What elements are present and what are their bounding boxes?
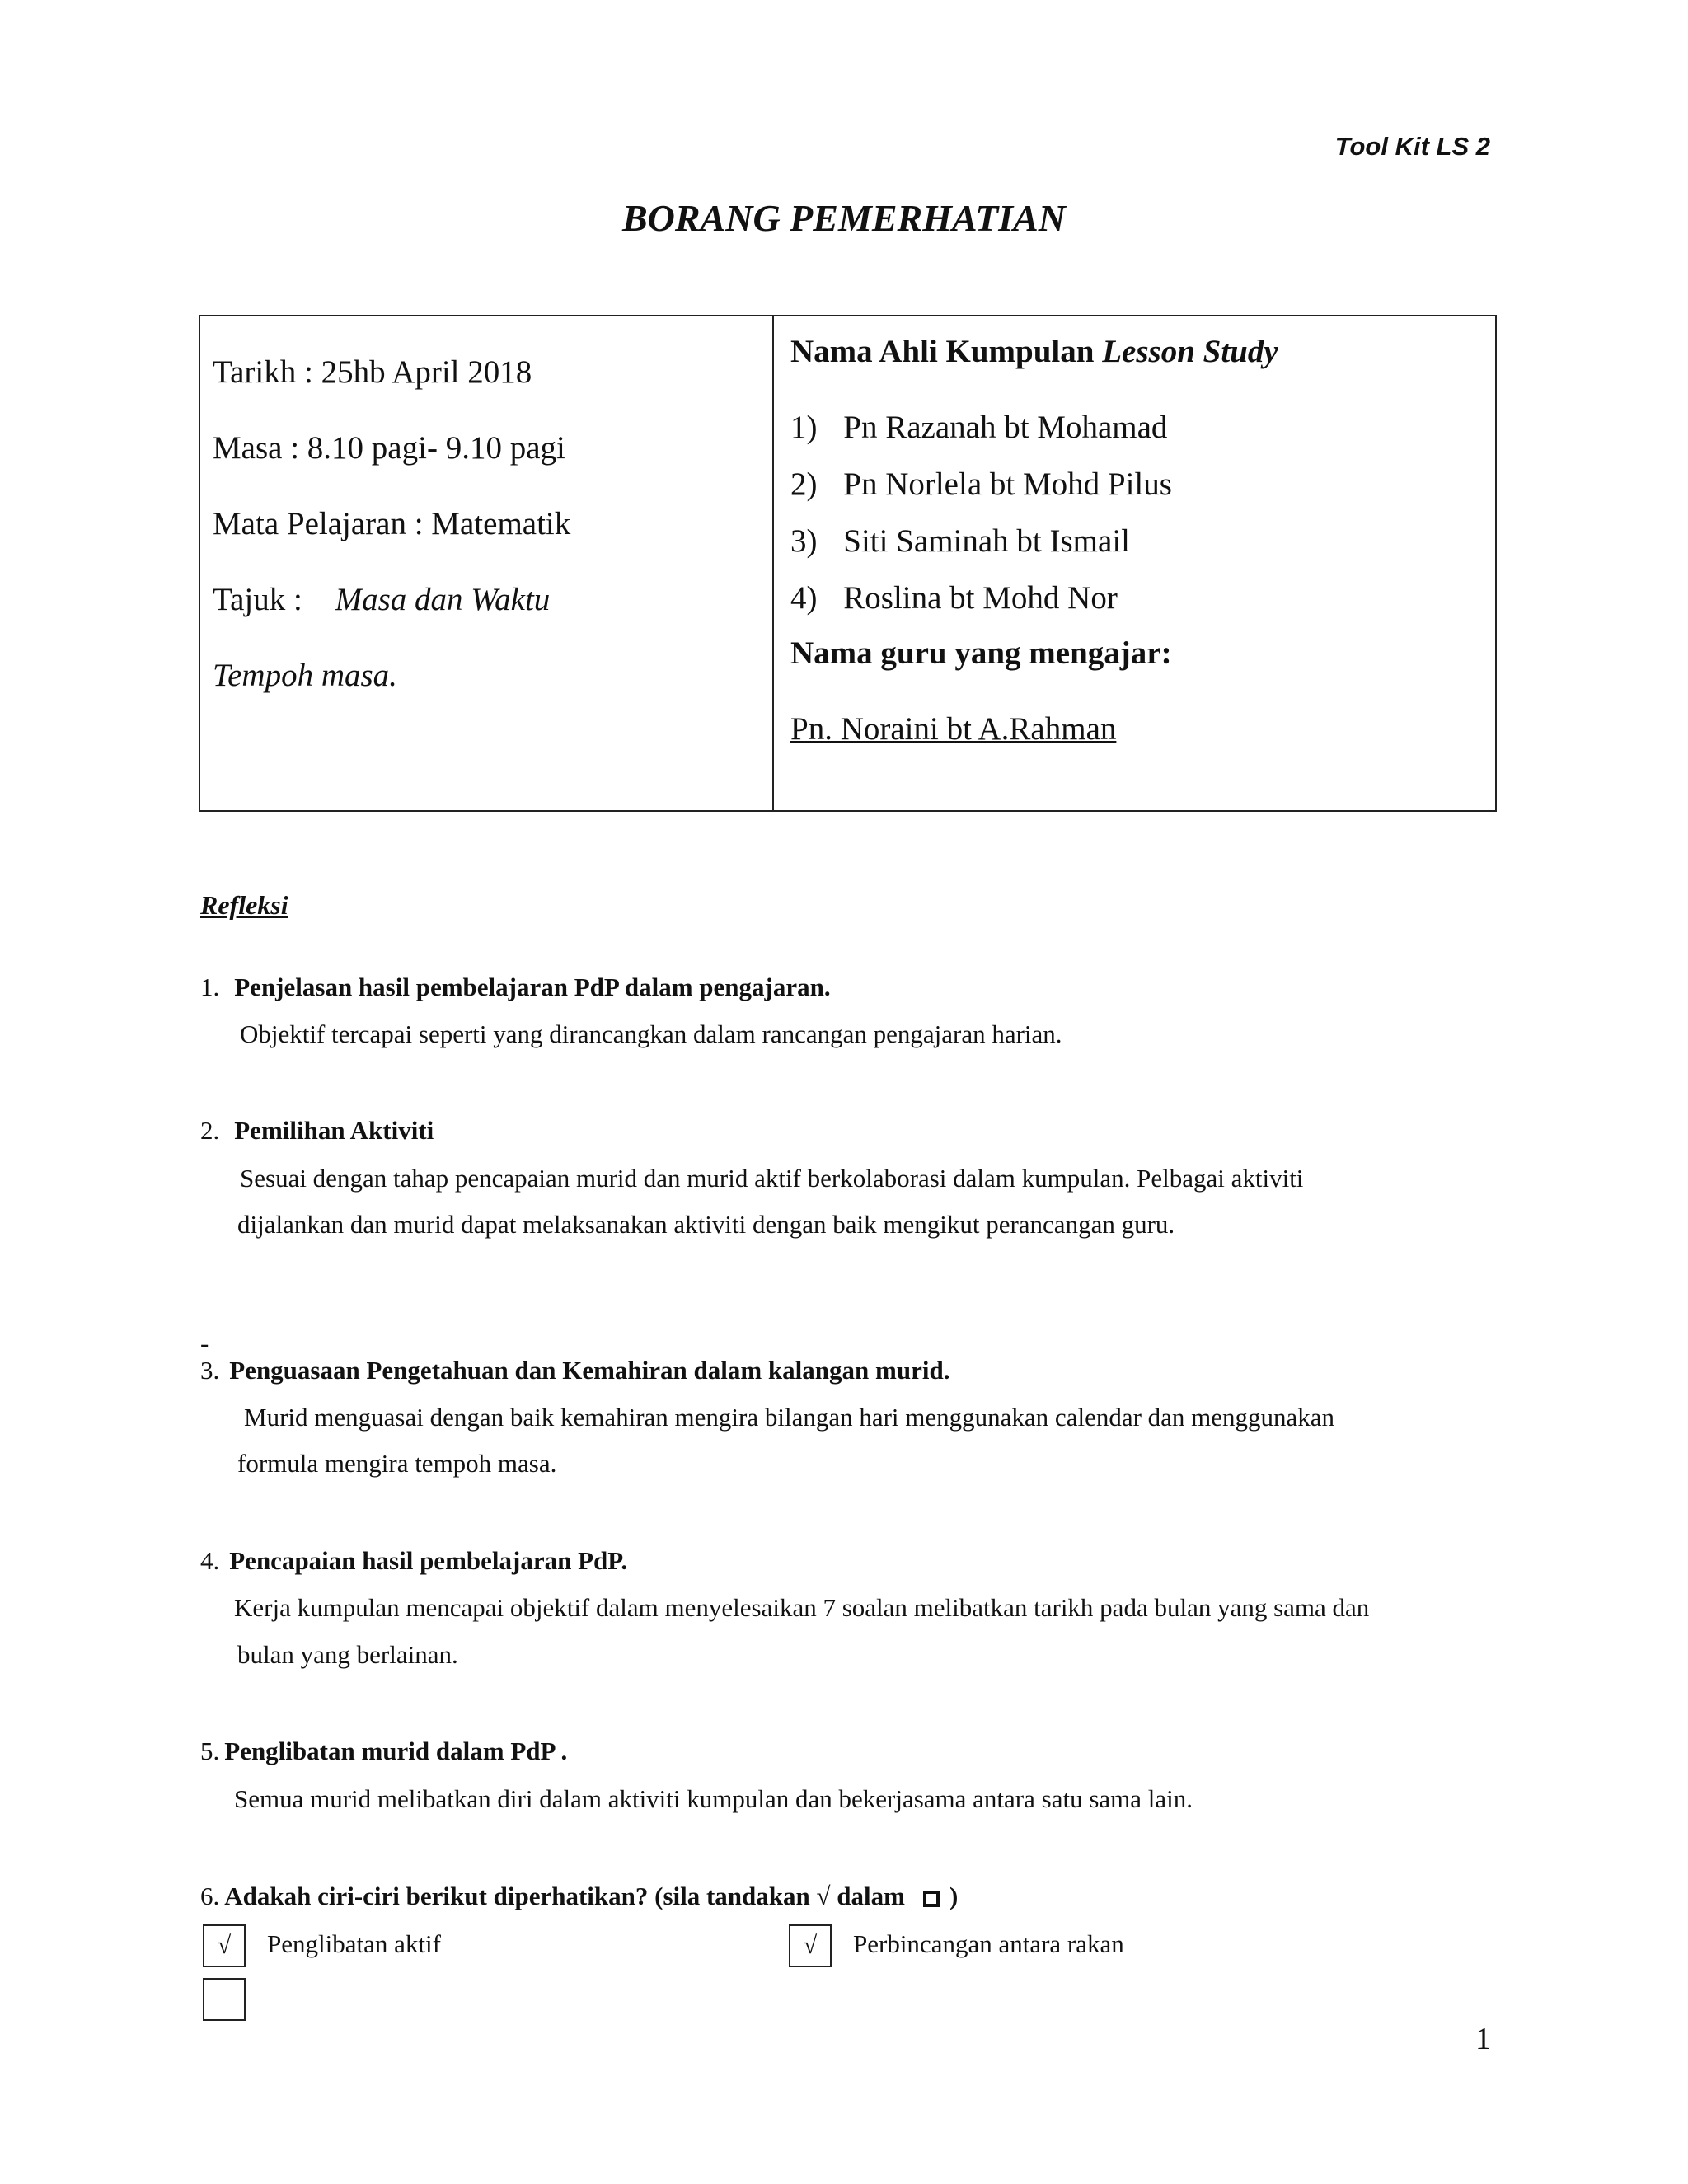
item-body-line: formula mengira tempoh masa. — [237, 1449, 557, 1478]
toolkit-label: Tool Kit LS 2 — [1334, 132, 1490, 161]
item-body-line: Kerja kumpulan mencapai objektif dalam menyelesaikan 7 soalan melibatkan tarikh pada bulan yang sama dan — [234, 1593, 1370, 1622]
checkbox-icon — [923, 1891, 940, 1907]
member-name: Pn Razanah bt Mohamad — [843, 410, 1168, 445]
tajuk-label: Tajuk : — [213, 582, 302, 617]
item-number: 3. — [200, 1356, 220, 1385]
item-body-line: dijalankan dan murid dapat melaksanakan aktiviti dengan baik mengikut perancangan guru. — [237, 1210, 1175, 1239]
reflection-item-6 — [200, 1882, 958, 1912]
member-num: 2) — [790, 466, 818, 502]
member-item — [790, 409, 1167, 446]
reflection-item-5 — [200, 1736, 567, 1766]
item-body-line: bulan yang berlainan. — [237, 1640, 458, 1669]
item-number: 1. — [200, 972, 220, 1001]
item-number: 6. — [200, 1882, 220, 1910]
checkbox-perbincangan[interactable]: √ — [789, 1924, 832, 1967]
item-body-line: Murid menguasai dengan baik kemahiran mengira bilangan hari menggunakan calendar dan menggunakan — [244, 1403, 1335, 1432]
tajuk-value: Masa dan Waktu — [335, 582, 551, 617]
table-divider — [772, 316, 774, 810]
item-title: Pencapaian hasil pembelajaran PdP. — [229, 1546, 628, 1575]
item-body-line: Semua murid melibatkan diri dalam aktiviti kumpulan dan bekerjasama antara satu sama lain. — [234, 1784, 1193, 1813]
item-number: 2. — [200, 1116, 220, 1145]
member-item — [790, 523, 1130, 560]
item-body-line: Objektif tercapai seperti yang dirancangkan dalam rancangan pengajaran harian. — [240, 1019, 1062, 1048]
member-name: Roslina bt Mohd Nor — [843, 580, 1118, 616]
item-title: Penjelasan hasil pembelajaran PdP dalam pengajaran. — [234, 972, 831, 1001]
member-num: 1) — [790, 410, 818, 445]
member-name: Pn Norlela bt Mohd Pilus — [843, 466, 1172, 502]
reflection-item-3 — [200, 1356, 950, 1385]
masa-field: Masa : 8.10 pagi- 9.10 pagi — [213, 430, 565, 466]
page-number: 1 — [1475, 2022, 1491, 2056]
group-heading-text: Nama Ahli Kumpulan — [790, 334, 1095, 369]
reflection-item-4 — [200, 1546, 627, 1576]
item-number: 4. — [200, 1546, 220, 1575]
checkbox-penglibatan-aktif[interactable]: √ — [203, 1924, 246, 1967]
item-title-close: ) — [949, 1882, 959, 1910]
item-title: Penguasaan Pengetahuan dan Kemahiran dalam kalangan murid. — [229, 1356, 950, 1385]
mata-pelajaran-field: Mata Pelajaran : Matematik — [213, 506, 571, 541]
checkbox-label: Perbincangan antara rakan — [853, 1929, 1124, 1958]
stray-dash: - — [200, 1329, 209, 1357]
teacher-heading: Nama guru yang mengajar: — [790, 635, 1172, 671]
group-heading — [790, 333, 1278, 370]
item-body-line: Sesuai dengan tahap pencapaian murid dan murid aktif berkolaborasi dalam kumpulan. Pelbagai aktiviti — [240, 1164, 1304, 1193]
tempoh-field: Tempoh masa. — [213, 658, 397, 693]
item-title: Adakah ciri-ciri berikut diperhatikan? (sila tandakan √ dalam — [224, 1882, 905, 1910]
member-name: Siti Saminah bt Ismail — [843, 523, 1130, 559]
member-item — [790, 579, 1118, 616]
tarikh-field: Tarikh : 25hb April 2018 — [213, 354, 532, 390]
item-title: Pemilihan Aktiviti — [234, 1116, 434, 1145]
reflection-item-1 — [200, 972, 831, 1002]
item-title: Penglibatan murid dalam PdP . — [224, 1736, 568, 1765]
refleksi-heading: Refleksi — [200, 890, 288, 920]
tajuk-field — [213, 581, 550, 618]
member-num: 4) — [790, 580, 818, 616]
page-title: BORANG PEMERHATIAN — [621, 197, 1067, 239]
reflection-item-2 — [200, 1116, 434, 1146]
member-num: 3) — [790, 523, 818, 559]
item-number: 5. — [200, 1736, 220, 1765]
group-heading-italic: Lesson Study — [1102, 334, 1278, 369]
member-item — [790, 466, 1172, 503]
info-table — [199, 315, 1497, 812]
checkbox-label: Penglibatan aktif — [267, 1929, 441, 1958]
teacher-name: Pn. Noraini bt A.Rahman — [790, 711, 1117, 747]
checkbox-empty[interactable] — [203, 1978, 246, 2021]
